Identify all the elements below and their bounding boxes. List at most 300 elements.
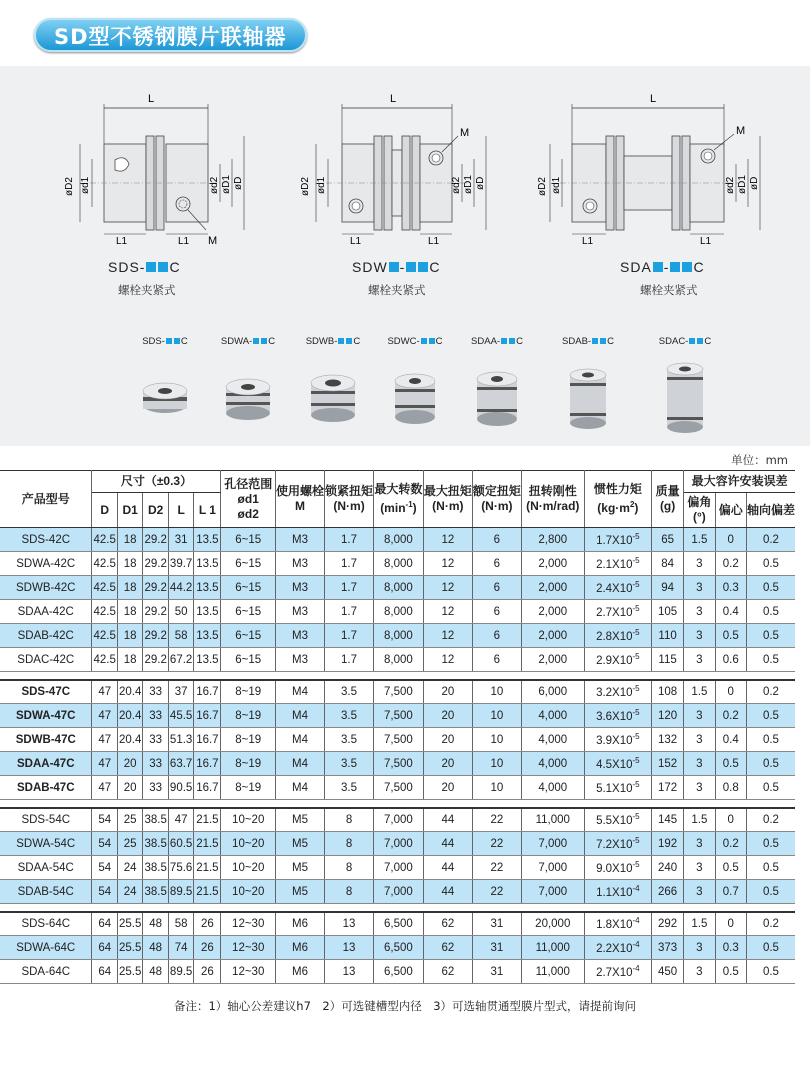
- cell-L1: 13.5: [194, 576, 221, 600]
- cell-lock: 13: [325, 936, 374, 960]
- cell-M: M4: [276, 680, 325, 704]
- cell-D: 64: [92, 912, 117, 936]
- group-separator: [0, 800, 795, 808]
- cell-inertia: $2.2X10^{-4}$: [584, 936, 651, 960]
- cell-stiff: 2,800: [521, 528, 584, 552]
- col-D: D: [92, 493, 117, 528]
- cell-D1: 24: [117, 856, 142, 880]
- cell-mass: 266: [652, 880, 684, 904]
- cell-offset: 0.4: [715, 600, 746, 624]
- cell-M: M4: [276, 776, 325, 800]
- cell-L: 60.5: [168, 832, 193, 856]
- cell-D1: 18: [117, 648, 142, 672]
- cell-lock: 1.7: [325, 528, 374, 552]
- cell-inertia: $2.7X10^{-5}$: [584, 600, 651, 624]
- cell-angle: 3: [684, 552, 715, 576]
- table-row: [0, 752, 795, 776]
- cell-maxT: 20: [423, 728, 472, 752]
- cell-speed: 7,500: [374, 728, 424, 752]
- cell-lock: 3.5: [325, 776, 374, 800]
- dim-D2: øD2: [537, 177, 548, 196]
- cell-stiff: 4,000: [521, 728, 584, 752]
- cell-lock: 1.7: [325, 552, 374, 576]
- cell-angle: 3: [684, 776, 715, 800]
- cell-offset: 0.5: [715, 856, 746, 880]
- dim-D: øD: [233, 176, 244, 190]
- cell-speed: 7,500: [374, 752, 424, 776]
- table-row: [0, 600, 795, 624]
- cell-offset: 0.5: [715, 960, 746, 984]
- photo-sdwa: [213, 336, 283, 439]
- cell-angle: 1.5: [684, 528, 715, 552]
- cell-D1: 20.4: [117, 728, 142, 752]
- cell-L: 89.5: [168, 880, 193, 904]
- cell-angle: 3: [684, 880, 715, 904]
- cell-D1: 20: [117, 776, 142, 800]
- cell-D1: 18: [117, 624, 142, 648]
- cell-M: M4: [276, 704, 325, 728]
- cell-inertia: $5.5X10^{-5}$: [584, 808, 651, 832]
- cell-mass: 132: [652, 728, 684, 752]
- coupling-image: [218, 355, 278, 435]
- cell-bore: 6~15: [221, 576, 276, 600]
- table-row: [0, 528, 795, 552]
- cell-speed: 8,000: [374, 648, 424, 672]
- photo-label: SDWC- C: [387, 336, 443, 347]
- cell-D: 42.5: [92, 648, 117, 672]
- table-row: [0, 552, 795, 576]
- cell-model: SDS-42C: [0, 528, 92, 552]
- cell-lock: 8: [325, 832, 374, 856]
- cell-angle: 3: [684, 832, 715, 856]
- cell-maxT: 62: [423, 912, 472, 936]
- cell-D1: 20.4: [117, 680, 142, 704]
- dim-M: M: [736, 125, 746, 137]
- sda-drawing-svg: [537, 84, 780, 247]
- cell-lock: 8: [325, 880, 374, 904]
- cell-D1: 25.5: [117, 936, 142, 960]
- cell-D: 54: [92, 808, 117, 832]
- cell-inertia: $2.1X10^{-5}$: [584, 552, 651, 576]
- cell-axial: 0.5: [746, 936, 795, 960]
- drawing-sdw: [296, 84, 496, 247]
- cell-angle: 3: [684, 648, 715, 672]
- cell-bore: 10~20: [221, 808, 276, 832]
- table-row: [0, 808, 795, 832]
- cell-speed: 8,000: [374, 528, 424, 552]
- title-bar: [0, 0, 810, 62]
- col-inertia: 惯性力矩 $(kg\cdot m^2)$: [584, 471, 651, 528]
- cell-D2: 48: [143, 960, 168, 984]
- cell-angle: 3: [684, 960, 715, 984]
- cell-ratedT: 10: [472, 704, 521, 728]
- cell-lock: 3.5: [325, 704, 374, 728]
- cell-axial: 0.5: [746, 832, 795, 856]
- cell-D2: 29.2: [143, 576, 168, 600]
- drawing-sdw-caption: SDW - C: [352, 259, 441, 275]
- cell-stiff: 7,000: [521, 832, 584, 856]
- cell-ratedT: 10: [472, 752, 521, 776]
- cell-axial: 0.5: [746, 704, 795, 728]
- cell-L: 50: [168, 600, 193, 624]
- cell-lock: 1.7: [325, 648, 374, 672]
- cell-ratedT: 10: [472, 680, 521, 704]
- cell-inertia: $2.8X10^{-5}$: [584, 624, 651, 648]
- cell-D2: 29.2: [143, 600, 168, 624]
- cell-D: 42.5: [92, 600, 117, 624]
- cell-D: 42.5: [92, 576, 117, 600]
- cell-M: M3: [276, 648, 325, 672]
- cell-M: M3: [276, 600, 325, 624]
- cell-mass: 105: [652, 600, 684, 624]
- cell-model: SDAA-54C: [0, 856, 92, 880]
- cell-inertia: $2.4X10^{-5}$: [584, 576, 651, 600]
- cell-L: 89.5: [168, 960, 193, 984]
- cell-maxT: 12: [423, 624, 472, 648]
- cell-offset: 0: [715, 912, 746, 936]
- photo-label: SDAC- C: [658, 336, 712, 347]
- cell-inertia: $3.6X10^{-5}$: [584, 704, 651, 728]
- cell-model: SDS-64C: [0, 912, 92, 936]
- photo-sdwc: [380, 336, 450, 439]
- diagram-area: [0, 66, 810, 446]
- cell-M: M3: [276, 528, 325, 552]
- cell-offset: 0.5: [715, 624, 746, 648]
- page-title: SD型不锈钢膜片联轴器: [34, 18, 307, 52]
- cell-L1: 16.7: [194, 776, 221, 800]
- dim-L: L: [148, 93, 155, 105]
- dim-d1: ød1: [80, 176, 91, 194]
- cell-angle: 1.5: [684, 680, 715, 704]
- cell-D1: 18: [117, 528, 142, 552]
- cell-L: 75.6: [168, 856, 193, 880]
- cell-D2: 33: [143, 680, 168, 704]
- cell-axial: 0.5: [746, 728, 795, 752]
- cell-maxT: 20: [423, 680, 472, 704]
- cell-model: SDS-47C: [0, 680, 92, 704]
- cell-D2: 38.5: [143, 808, 168, 832]
- cell-lock: 3.5: [325, 752, 374, 776]
- dim-D1: øD1: [221, 175, 232, 194]
- cell-maxT: 12: [423, 576, 472, 600]
- cell-M: M6: [276, 936, 325, 960]
- cell-maxT: 44: [423, 832, 472, 856]
- dim-M: M: [460, 127, 470, 139]
- cell-ratedT: 6: [472, 624, 521, 648]
- sdw-drawing-svg: [296, 84, 496, 247]
- cell-bore: 10~20: [221, 832, 276, 856]
- cell-stiff: 2,000: [521, 624, 584, 648]
- cell-stiff: 20,000: [521, 912, 584, 936]
- cell-L: 58: [168, 912, 193, 936]
- cell-L1: 13.5: [194, 528, 221, 552]
- col-bolt: 使用螺栓 M: [276, 471, 325, 528]
- cell-lock: 1.7: [325, 576, 374, 600]
- cell-maxT: 12: [423, 600, 472, 624]
- cell-maxT: 20: [423, 776, 472, 800]
- cell-L1: 26: [194, 960, 221, 984]
- cell-axial: 0.5: [746, 552, 795, 576]
- cell-ratedT: 22: [472, 856, 521, 880]
- cell-inertia: $1.1X10^{-4}$: [584, 880, 651, 904]
- cell-mass: 373: [652, 936, 684, 960]
- cell-angle: 3: [684, 936, 715, 960]
- coupling-image: [655, 355, 715, 435]
- cell-maxT: 12: [423, 552, 472, 576]
- cell-L1: 13.5: [194, 648, 221, 672]
- cell-lock: 3.5: [325, 680, 374, 704]
- cell-maxT: 12: [423, 648, 472, 672]
- cell-bore: 8~19: [221, 680, 276, 704]
- cell-model: SDWB-42C: [0, 576, 92, 600]
- spec-table-body: [0, 528, 795, 984]
- table-row: [0, 960, 795, 984]
- cell-mass: 192: [652, 832, 684, 856]
- cell-angle: 1.5: [684, 912, 715, 936]
- cell-ratedT: 6: [472, 648, 521, 672]
- cell-ratedT: 6: [472, 552, 521, 576]
- table-row: [0, 648, 795, 672]
- cell-D2: 33: [143, 704, 168, 728]
- col-lock-torque: 锁紧扭矩 (N·m): [325, 471, 374, 528]
- col-L: L: [168, 493, 193, 528]
- cell-D1: 18: [117, 552, 142, 576]
- table-row: [0, 624, 795, 648]
- cell-lock: 13: [325, 960, 374, 984]
- cell-mass: 152: [652, 752, 684, 776]
- cell-lock: 13: [325, 912, 374, 936]
- cell-offset: 0.2: [715, 832, 746, 856]
- table-row: [0, 776, 795, 800]
- cell-speed: 7,000: [374, 808, 424, 832]
- dim-d2: ød2: [725, 176, 736, 194]
- col-mass: 质量 (g): [652, 471, 684, 528]
- cell-L1: 21.5: [194, 856, 221, 880]
- cell-speed: 7,500: [374, 680, 424, 704]
- cell-angle: 1.5: [684, 808, 715, 832]
- cell-model: SDAB-47C: [0, 776, 92, 800]
- col-D2: D2: [143, 493, 168, 528]
- dim-D: øD: [475, 176, 486, 190]
- cell-stiff: 4,000: [521, 752, 584, 776]
- col-offset: 偏心: [715, 493, 746, 528]
- cell-M: M3: [276, 552, 325, 576]
- col-angle: 偏角 (°): [684, 493, 715, 528]
- cell-inertia: $7.2X10^{-5}$: [584, 832, 651, 856]
- cell-axial: 0.2: [746, 528, 795, 552]
- cell-model: SDAB-42C: [0, 624, 92, 648]
- cell-D: 64: [92, 936, 117, 960]
- cell-angle: 3: [684, 624, 715, 648]
- dim-L: L: [650, 93, 657, 105]
- cell-D: 54: [92, 832, 117, 856]
- cell-offset: 0.4: [715, 728, 746, 752]
- cell-M: M3: [276, 576, 325, 600]
- cell-lock: 1.7: [325, 600, 374, 624]
- cell-model: SDWA-42C: [0, 552, 92, 576]
- cell-model: SDAB-54C: [0, 880, 92, 904]
- table-row: [0, 880, 795, 904]
- cell-L1: 21.5: [194, 808, 221, 832]
- cell-ratedT: 6: [472, 600, 521, 624]
- col-L1: L 1: [194, 493, 221, 528]
- cell-offset: 0.2: [715, 704, 746, 728]
- cell-bore: 8~19: [221, 728, 276, 752]
- cell-D2: 29.2: [143, 528, 168, 552]
- cell-L: 74: [168, 936, 193, 960]
- cell-ratedT: 22: [472, 880, 521, 904]
- cell-D1: 24: [117, 880, 142, 904]
- cell-L1: 16.7: [194, 728, 221, 752]
- cell-M: M6: [276, 912, 325, 936]
- sds-drawing-svg: [60, 84, 260, 247]
- drawing-sds-subtitle: 螺栓夹紧式: [118, 283, 176, 297]
- cell-L1: 13.5: [194, 552, 221, 576]
- table-row: [0, 704, 795, 728]
- cell-M: M4: [276, 728, 325, 752]
- cell-mass: 65: [652, 528, 684, 552]
- dim-D2: øD2: [64, 177, 75, 196]
- drawing-sds-caption: SDS- C: [108, 259, 181, 275]
- cell-speed: 8,000: [374, 624, 424, 648]
- dim-d2: ød2: [451, 176, 462, 194]
- cell-L1: 26: [194, 936, 221, 960]
- dim-D: øD: [749, 176, 760, 190]
- cell-bore: 6~15: [221, 624, 276, 648]
- cell-stiff: 11,000: [521, 808, 584, 832]
- cell-stiff: 2,000: [521, 648, 584, 672]
- cell-angle: 3: [684, 728, 715, 752]
- cell-D: 42.5: [92, 624, 117, 648]
- coupling-image: [467, 355, 527, 435]
- cell-model: SDS-54C: [0, 808, 92, 832]
- cell-lock: 8: [325, 808, 374, 832]
- cell-axial: 0.5: [746, 960, 795, 984]
- photo-sdaa: [462, 336, 532, 439]
- cell-axial: 0.5: [746, 752, 795, 776]
- cell-stiff: 4,000: [521, 704, 584, 728]
- cell-model: SDAA-42C: [0, 600, 92, 624]
- cell-mass: 108: [652, 680, 684, 704]
- cell-D: 47: [92, 776, 117, 800]
- table-row: [0, 832, 795, 856]
- unit-note: 单位：mm: [731, 453, 788, 467]
- cell-speed: 8,000: [374, 552, 424, 576]
- cell-angle: 3: [684, 576, 715, 600]
- cell-D2: 48: [143, 912, 168, 936]
- cell-L: 31: [168, 528, 193, 552]
- dim-L1-left: L1: [116, 236, 128, 247]
- cell-inertia: $3.2X10^{-5}$: [584, 680, 651, 704]
- cell-bore: 12~30: [221, 912, 276, 936]
- cell-maxT: 44: [423, 856, 472, 880]
- table-row: [0, 728, 795, 752]
- cell-inertia: $1.7X10^{-5}$: [584, 528, 651, 552]
- cell-axial: 0.5: [746, 648, 795, 672]
- cell-speed: 7,000: [374, 832, 424, 856]
- coupling-image: [135, 355, 195, 435]
- cell-speed: 6,500: [374, 912, 424, 936]
- cell-speed: 8,000: [374, 600, 424, 624]
- col-rated-torque: 额定扭矩 (N·m): [472, 471, 521, 528]
- cell-axial: 0.5: [746, 600, 795, 624]
- cell-angle: 3: [684, 856, 715, 880]
- cell-L: 90.5: [168, 776, 193, 800]
- cell-L1: 16.7: [194, 680, 221, 704]
- table-row: [0, 576, 795, 600]
- col-model: 产品型号: [0, 471, 92, 528]
- group-separator: [0, 672, 795, 680]
- cell-speed: 8,000: [374, 576, 424, 600]
- cell-M: M5: [276, 856, 325, 880]
- dim-M: M: [208, 235, 218, 247]
- drawing-sds: [60, 84, 260, 247]
- cell-model: SDWA-54C: [0, 832, 92, 856]
- cell-speed: 6,500: [374, 960, 424, 984]
- drawing-sda-caption: SDA - C: [620, 259, 705, 275]
- cell-ratedT: 31: [472, 936, 521, 960]
- cell-stiff: 6,000: [521, 680, 584, 704]
- cell-D2: 38.5: [143, 856, 168, 880]
- cell-inertia: $4.5X10^{-5}$: [584, 752, 651, 776]
- cell-inertia: $1.8X10^{-4}$: [584, 912, 651, 936]
- cell-bore: 6~15: [221, 600, 276, 624]
- cell-D: 54: [92, 856, 117, 880]
- footnote: 备注：1）轴心公差建议h7 2）可选键槽型内径 3）可选轴贯通型膜片型式，请提前询问: [173, 999, 637, 1013]
- cell-L: 67.2: [168, 648, 193, 672]
- cell-ratedT: 10: [472, 776, 521, 800]
- cell-mass: 94: [652, 576, 684, 600]
- separator-cell: [0, 672, 795, 680]
- table-row: [0, 856, 795, 880]
- cell-mass: 120: [652, 704, 684, 728]
- cell-angle: 3: [684, 752, 715, 776]
- cell-model: SDWA-64C: [0, 936, 92, 960]
- cell-M: M5: [276, 808, 325, 832]
- separator-cell: [0, 904, 795, 912]
- cell-D2: 48: [143, 936, 168, 960]
- cell-offset: 0: [715, 680, 746, 704]
- cell-mass: 172: [652, 776, 684, 800]
- drawing-sda-subtitle: 螺栓夹紧式: [640, 283, 698, 297]
- cell-maxT: 12: [423, 528, 472, 552]
- cell-D2: 29.2: [143, 648, 168, 672]
- cell-maxT: 44: [423, 808, 472, 832]
- cell-speed: 7,000: [374, 880, 424, 904]
- cell-bore: 8~19: [221, 704, 276, 728]
- cell-mass: 450: [652, 960, 684, 984]
- cell-offset: 0.6: [715, 648, 746, 672]
- cell-offset: 0: [715, 528, 746, 552]
- cell-L1: 21.5: [194, 832, 221, 856]
- cell-offset: 0.3: [715, 936, 746, 960]
- cell-inertia: $9.0X10^{-5}$: [584, 856, 651, 880]
- coupling-image: [385, 355, 445, 435]
- cell-mass: 145: [652, 808, 684, 832]
- cell-D2: 29.2: [143, 624, 168, 648]
- cell-speed: 6,500: [374, 936, 424, 960]
- coupling-image: [558, 355, 618, 435]
- cell-D1: 25.5: [117, 960, 142, 984]
- photo-label: SDAA- C: [471, 336, 523, 347]
- dim-L1-right: L1: [178, 236, 190, 247]
- dim-L1-left: L1: [582, 236, 594, 247]
- cell-D1: 25.5: [117, 912, 142, 936]
- cell-D1: 25: [117, 808, 142, 832]
- cell-L: 44.2: [168, 576, 193, 600]
- cell-ratedT: 10: [472, 728, 521, 752]
- cell-mass: 115: [652, 648, 684, 672]
